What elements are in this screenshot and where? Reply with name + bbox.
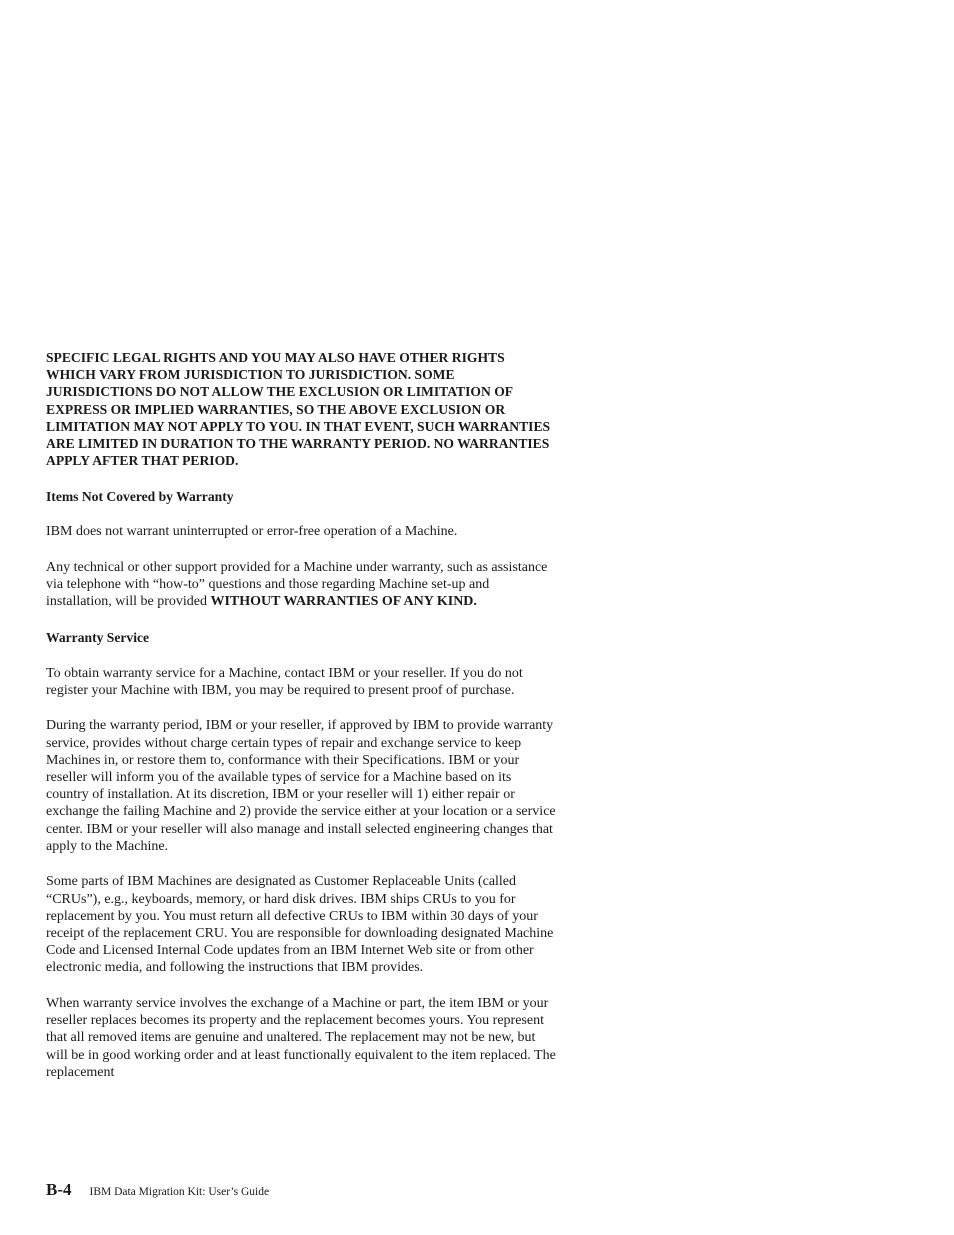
paragraph-support	[46, 559, 556, 611]
page-footer	[46, 1180, 269, 1200]
section-heading-not-covered: Items Not Covered by Warranty	[46, 488, 234, 504]
paragraph-exchange: When warranty service involves the exchange of a Machine or part, the item IBM or your reseller replaces becomes its property and the replacement becomes yours. You represent that all removed items are genuine and unaltered. The replacement may not be new, but will be in good working order and at least functionally equivalent to the item replaced. The replacement	[46, 996, 556, 1080]
page-body	[46, 349, 556, 1099]
page-number: B-4	[46, 1180, 72, 1199]
paragraph-obtain-service: To obtain warranty service for a Machine, contact IBM or your reseller. If you do not register your Machine with IBM, you may be required to present proof of purchase.	[46, 665, 523, 698]
paragraph-support-bold: WITHOUT WARRANTIES OF ANY KIND.	[210, 594, 477, 610]
paragraph-crus: Some parts of IBM Machines are designated as Customer Replaceable Units (called “CRUs”), e.g., keyboards, memory, or hard disk drives. IBM ships CRUs to you for replacement by you. You must return all defective CRUs to IBM within 30 days of your receipt of the replacement CRU. You are responsible for downloading designated Machine Code and Licensed Internal Code updates from an IBM Internet Web site or from other electronic media, and following the instructions that IBM provides.	[46, 874, 554, 976]
paragraph-support-text: Any technical or other support provided for a Machine under warranty, such as assistance via telephone with “how-to” questions and those regarding Machine set-up and installation, will be provided	[46, 560, 548, 610]
guide-title: IBM Data Migration Kit: User’s Guide	[89, 1186, 270, 1198]
legal-rights-paragraph: SPECIFIC LEGAL RIGHTS AND YOU MAY ALSO HAVE OTHER RIGHTS WHICH VARY FROM JURISDICTION TO JURISDICTION. SOME JURISDICTIONS DO NOT ALLOW THE EXCLUSION OR LIMITATION OF EXPRESS OR IMPLIED WARRANTIES, SO THE ABOVE EXCLUSION OR LIMITATION MAY NOT APPLY TO YOU. IN THAT EVENT, SUCH WARRANTIES ARE LIMITED IN DURATION TO THE WARRANTY PERIOD. NO WARRANTIES APPLY AFTER THAT PERIOD.	[46, 350, 551, 469]
section-heading-warranty-service: Warranty Service	[46, 630, 150, 645]
paragraph-not-warrant: IBM does not warrant uninterrupted or error-free operation of a Machine.	[46, 524, 458, 540]
paragraph-warranty-period: During the warranty period, IBM or your reseller, if approved by IBM to provide warranty service, provides without charge certain types of repair and exchange service to keep Machines in, or restore them to, conformance with their Specifications. IBM or your reseller will inform you of the available types of service for a Machine based on its country of installation. At its discretion, IBM or your reseller will 1) either repair or exchange the failing Machine and 2) provide the service either at your location or a service center. IBM or your reseller will also manage and install selected engineering changes that apply to the Machine.	[46, 718, 556, 854]
